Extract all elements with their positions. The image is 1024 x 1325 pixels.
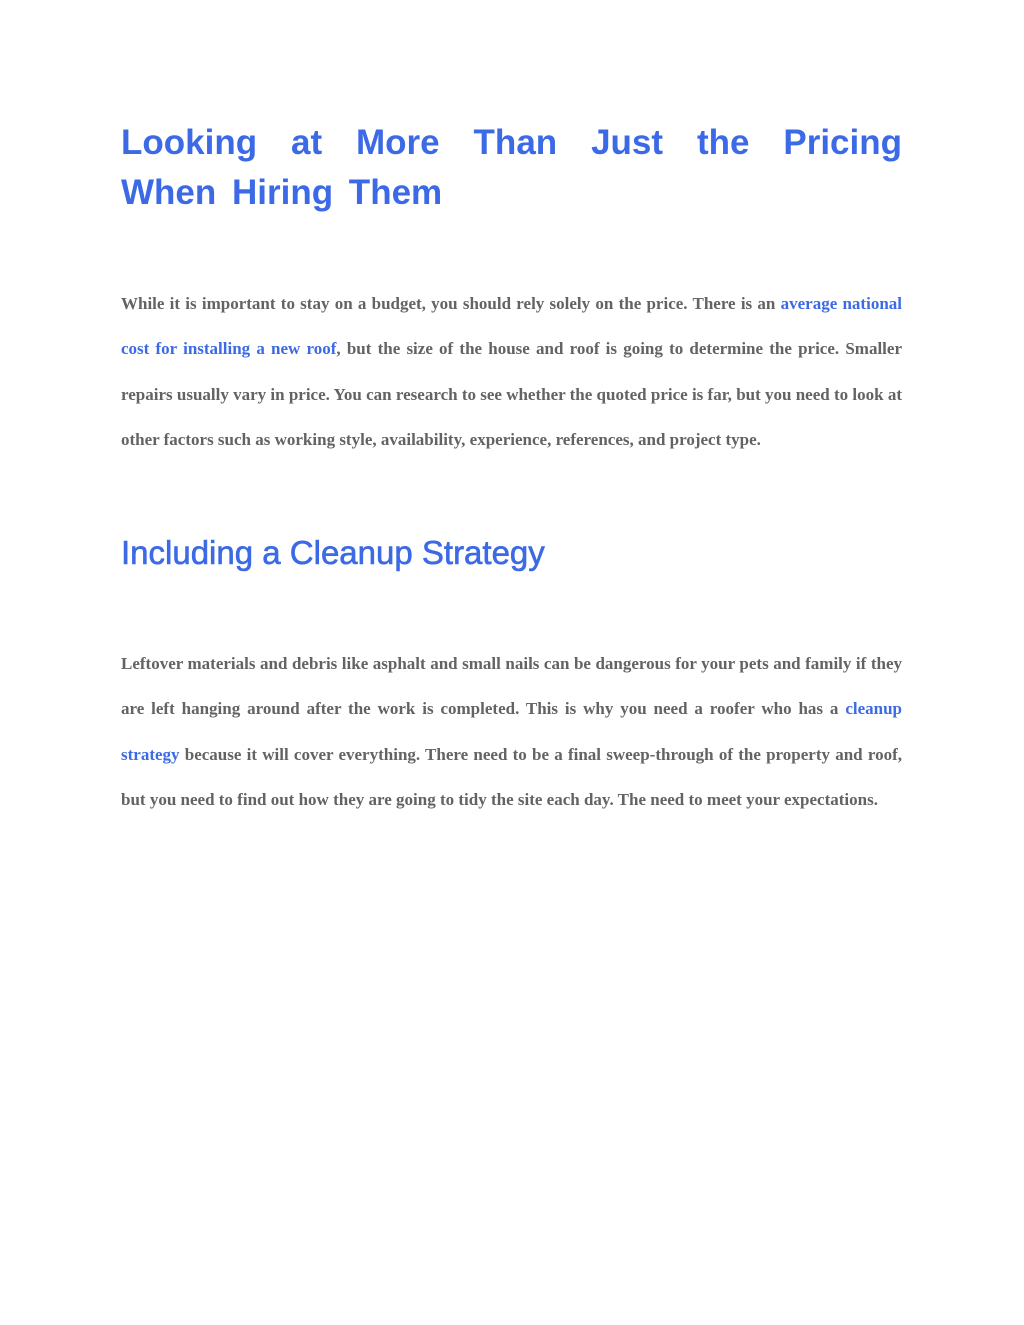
heading-cleanup: Including a Cleanup Strategy — [121, 534, 545, 572]
paragraph-cleanup — [121, 641, 902, 822]
paragraph-cleanup-text-start: Leftover materials and debris like asphalt and small nails can be dangerous for your pets and family if they are left hanging around after the work is completed. This is why you need a roofer who has a — [121, 654, 902, 719]
paragraph-pricing-text-end: , but the size of the house and roof is going to determine the price. Smaller repairs usually vary in price. You can research to see whether the quoted price is far, but you need to look at other factors such as working style, availability, experience, references, and project type. — [121, 339, 902, 449]
paragraph-cleanup-text-end: because it will cover everything. There need to be a final sweep-through of the property and roof, but you need to find out how they are going to tidy the site each day. The need to meet your expectations. — [121, 744, 902, 810]
paragraph-pricing — [121, 281, 902, 462]
heading-pricing: Looking at More Than Just the Pricing When Hiring Them — [121, 123, 902, 212]
section-cleanup — [121, 528, 902, 822]
document-page — [121, 118, 902, 822]
link-cleanup-strategy[interactable]: cleanup strategy — [121, 699, 902, 764]
paragraph-pricing-text-start: While it is important to stay on a budget, you should rely solely on the price. There is an — [121, 294, 781, 313]
link-average-national-cost[interactable]: average national cost for installing a new roof — [121, 294, 902, 359]
section-pricing — [121, 118, 902, 462]
